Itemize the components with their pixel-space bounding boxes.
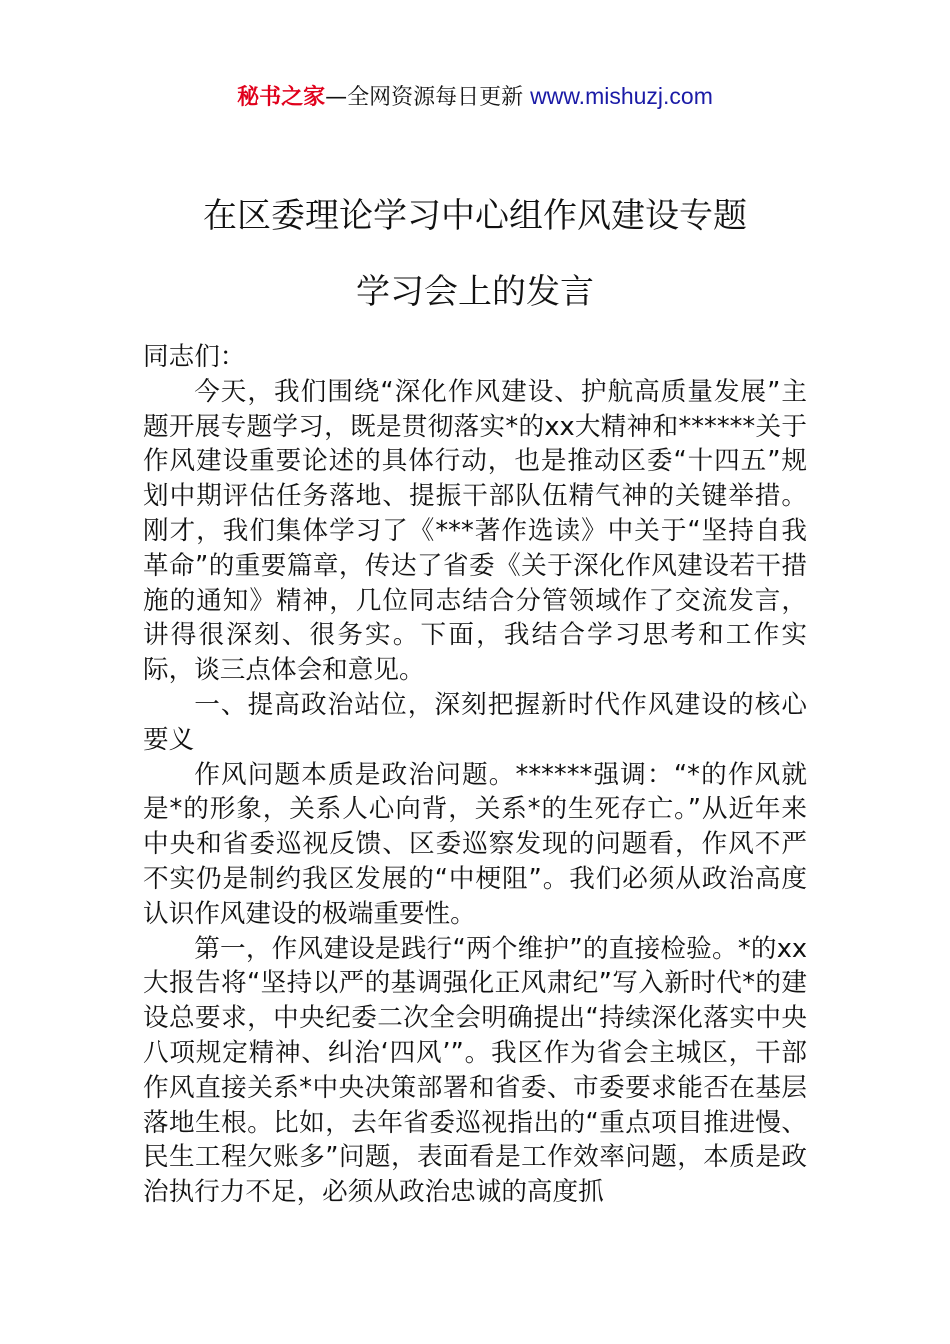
salutation: 同志们： bbox=[143, 342, 246, 372]
site-url-link[interactable]: www.mishuzj.com bbox=[530, 83, 713, 109]
brand-name: 秘书之家 bbox=[237, 85, 326, 110]
paragraph-section-1-intro: 作风问题本质是政治问题。******强调：“*的作风就是*的形象，关系人心向背，关系*的生死存亡。”从近年来中央和省委巡视反馈、区委巡察发现的问题看，作风不严不实仍是制约我区发展的“中梗阻”。我们必须从政治高度认识作风建设的极端重要性。 bbox=[143, 759, 807, 929]
paragraph-point-1: 第一，作风建设是践行“两个维护”的直接检验。*的xx大报告将“坚持以严的基调强化正风肃纪”写入新时代*的建设总要求，中央纪委二次全会明确提出“持续深化落实中央八项规定精神、纠治‘四风’”。我区作为省会主城区，干部作风直接关系*中央决策部署和省委、市委要求能否在基层落地生根。比如，去年省委巡视指出的“重点项目推进慢、民生工程欠账多”问题，表面看是工作效率问题，本质是政治执行力不足，必须从政治忠诚的高度抓 bbox=[143, 933, 807, 1208]
title-line-2: 学习会上的发言 bbox=[356, 272, 594, 312]
header-tagline: —全网资源每日更新 bbox=[325, 85, 531, 110]
document-body bbox=[143, 340, 807, 1210]
document-title bbox=[0, 178, 950, 330]
paragraph-intro: 今天，我们围绕“深化作风建设、护航高质量发展”主题开展专题学习，既是贯彻落实*的xx大精神和******关于作风建设重要论述的具体行动，也是推动区委“十四五”规划中期评估任务落地、提振干部队伍精气神的关键举措。刚才，我们集体学习了《***著作选读》中关于“坚持自我革命”的重要篇章，传达了省委《关于深化作风建设若干措施的通知》精神，几位同志结合分管领域作了交流发言，讲得很深刻、很务实。下面，我结合学习思考和工作实际，谈三点体会和意见。 bbox=[143, 376, 807, 686]
title-line-1: 在区委理论学习中心组作风建设专题 bbox=[203, 196, 747, 236]
section-heading-1: 一、提高政治站位，深刻把握新时代作风建设的核心要义 bbox=[143, 689, 807, 755]
site-header bbox=[0, 80, 950, 114]
